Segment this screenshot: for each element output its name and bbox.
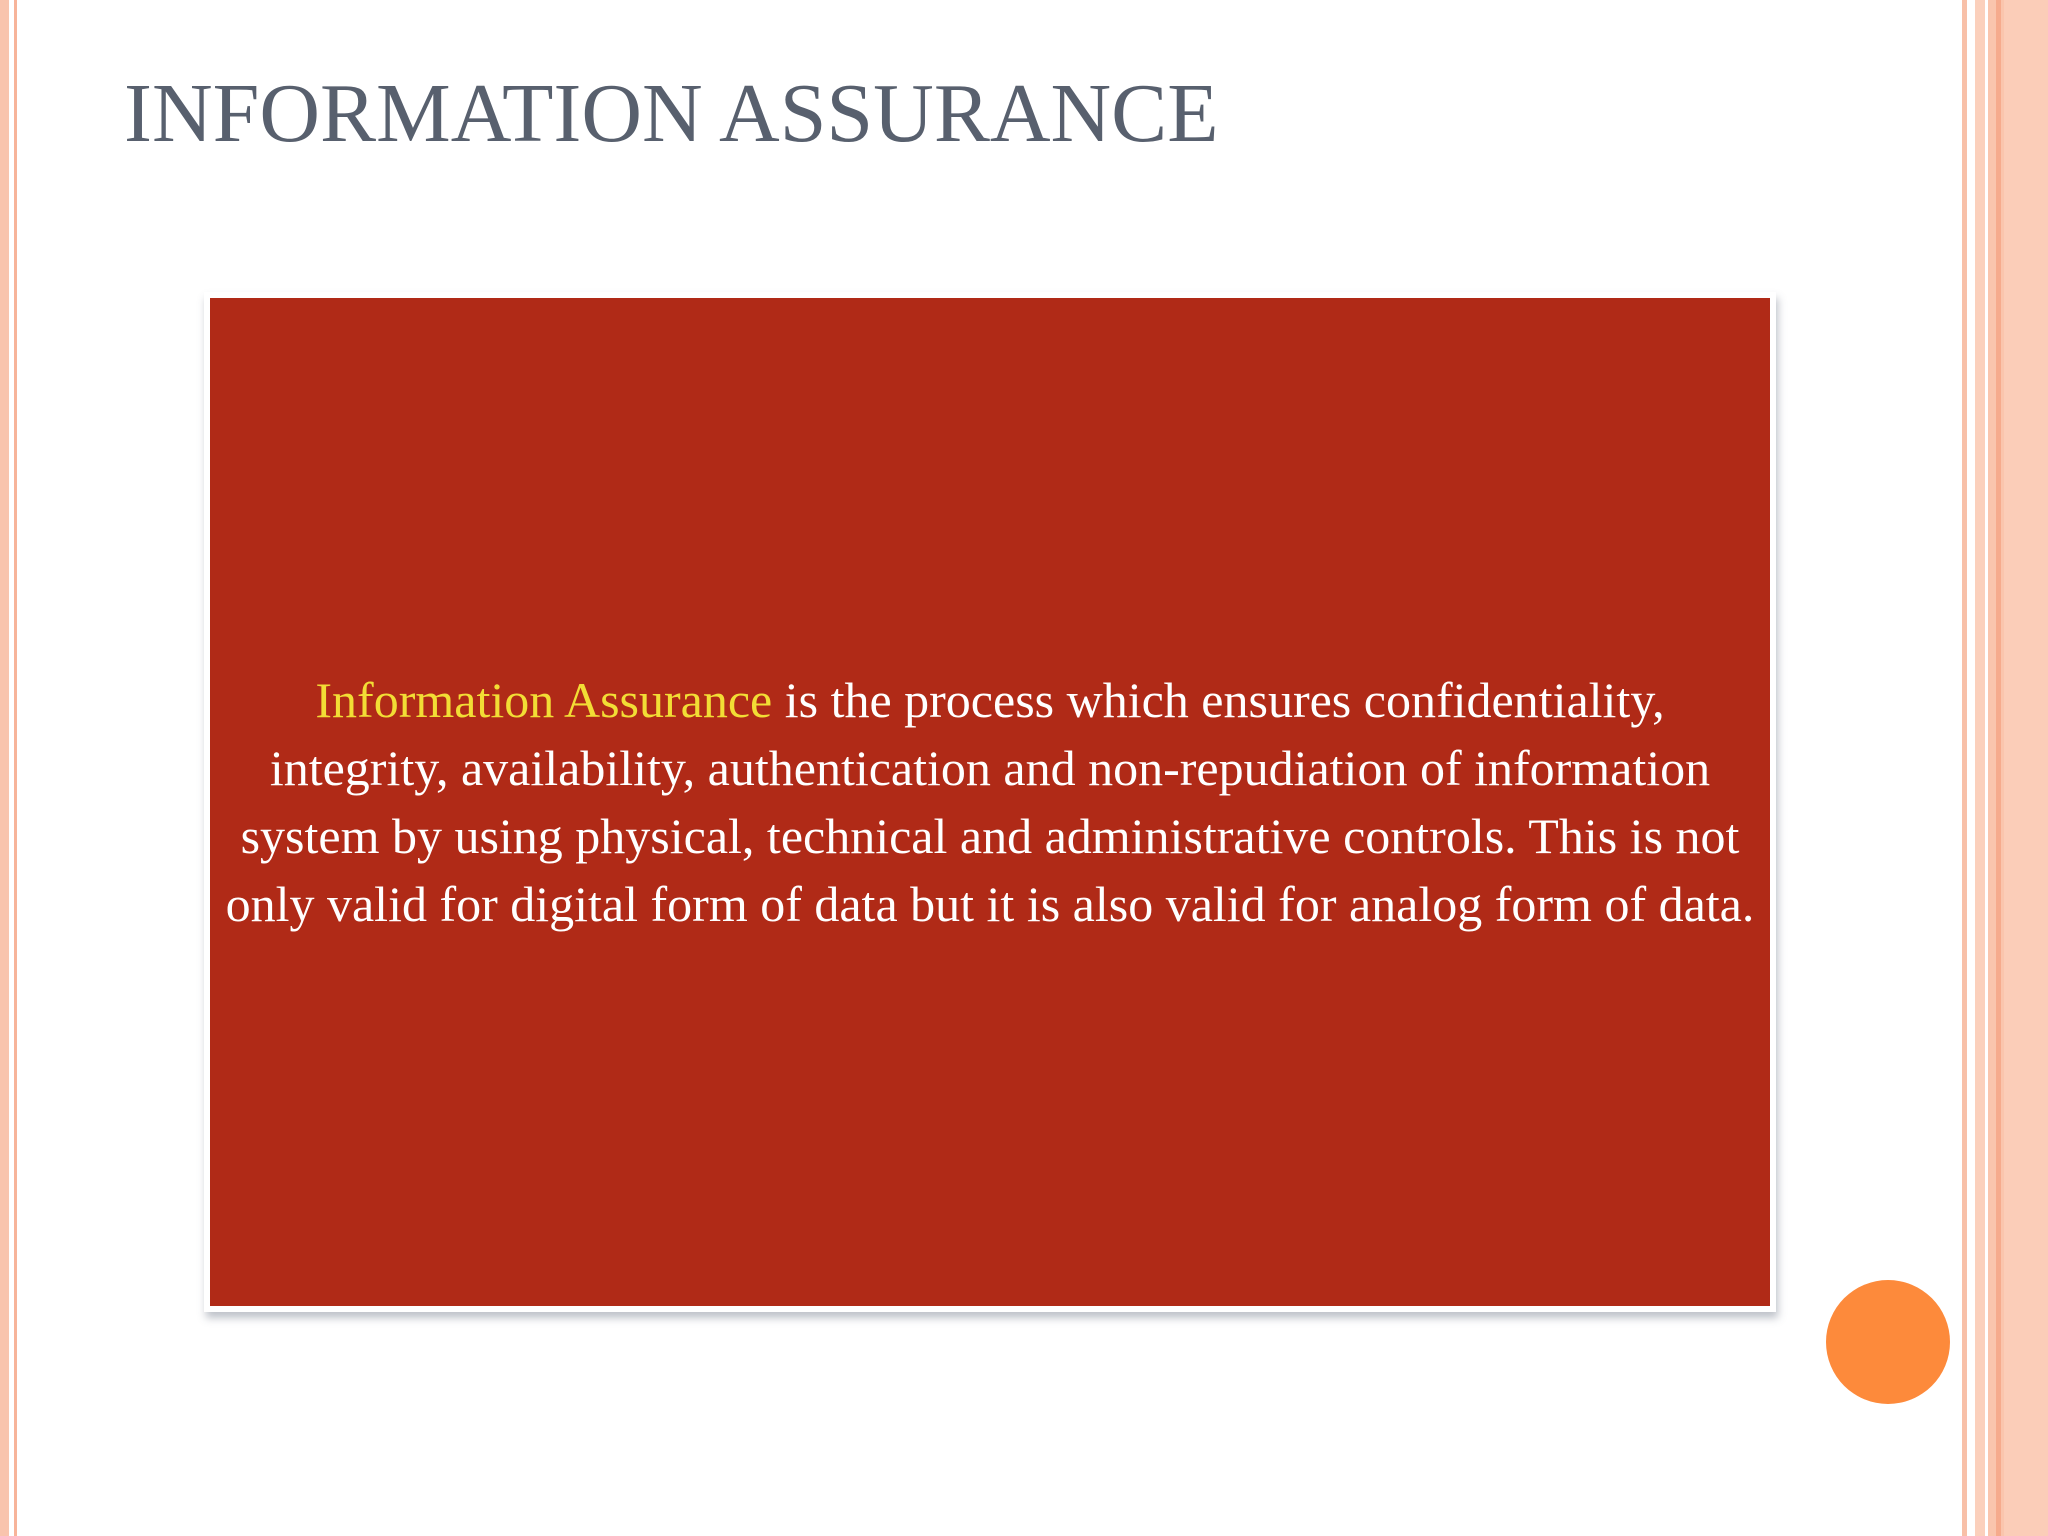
slide-title: INFORMATION ASSURANCE	[124, 67, 1219, 160]
left-decorative-stripe	[0, 0, 9, 1536]
right-decorative-stripe-thin	[1962, 0, 1967, 1536]
orange-circle-icon	[1826, 1280, 1950, 1404]
right-decorative-stripe	[1975, 0, 1985, 1536]
definition-text	[225, 666, 1755, 938]
left-decorative-stripe-thin	[14, 0, 17, 1536]
right-decorative-band-edge	[2004, 0, 2048, 1536]
definition-box	[204, 292, 1776, 1312]
definition-body: is the process which ensures confidentiality, integrity, availability, authentication and non-repudiation of information system by using physical, technical and administrative controls. This is not only valid for digital form of data but it is also valid for analog form of data.	[225, 672, 1755, 932]
right-decorative-line	[1996, 0, 2001, 1536]
highlighted-term: Information Assurance	[315, 672, 773, 728]
